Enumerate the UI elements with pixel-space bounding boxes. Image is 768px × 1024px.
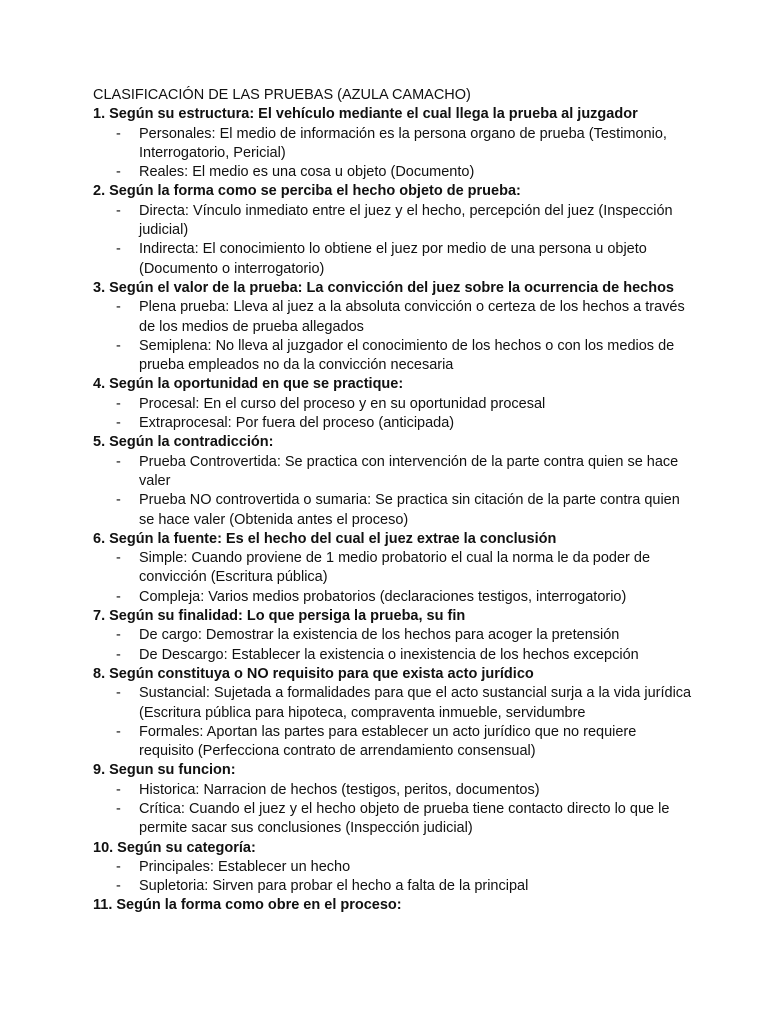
- dash-bullet: -: [116, 781, 121, 798]
- list-item: [93, 781, 693, 800]
- list-item-text: Semiplena: No lleva al juzgador el conocimiento de los hechos o con los medios de prueba empleados no da la convicción necesaria: [139, 337, 675, 374]
- list-item: [93, 337, 693, 376]
- list-item: [93, 414, 693, 433]
- list-item-text: Prueba NO controvertida o sumaria: Se practica sin citación de la parte contra quien se hace valer (Obtenida antes el proceso): [139, 492, 680, 528]
- list-item-text: Plena prueba: Lleva al juez a la absoluta convicción o certeza de los hechos a través de los medios de prueba allegados: [139, 299, 685, 335]
- section-heading: 6. Según la fuente: Es el hecho del cual el juez extrae la conclusión: [93, 530, 557, 547]
- dash-bullet: -: [116, 646, 121, 663]
- list-item-text: Indirecta: El conocimiento lo obtiene el juez por medio de una persona u objeto (Documento o interrogatorio): [139, 241, 647, 277]
- list-item-text: Reales: El medio es una cosa u objeto (Documento): [139, 164, 475, 181]
- section-heading: 9. Segun su funcion:: [93, 762, 236, 779]
- dash-bullet: -: [116, 723, 121, 740]
- list-item-text: Historica: Narracion de hechos (testigos, peritos, documentos): [139, 781, 540, 798]
- section-item-list: [93, 626, 693, 665]
- list-item-text: De cargo: Demostrar la existencia de los hechos para acoger la pretensión: [139, 627, 620, 644]
- dash-bullet: -: [116, 685, 121, 702]
- list-item-text: Directa: Vínculo inmediato entre el juez y el hecho, percepción del juez (Inspección judicial): [139, 202, 673, 239]
- dash-bullet: -: [116, 337, 121, 354]
- dash-bullet: -: [116, 202, 121, 219]
- section-heading: 7. Según su finalidad: Lo que persiga la prueba, su fin: [93, 608, 466, 625]
- list-item-text: Simple: Cuando proviene de 1 medio probatorio el cual la norma le da poder de convicción (Escritura pública): [139, 550, 651, 586]
- list-item: [93, 723, 693, 762]
- section-item-list: [93, 395, 693, 434]
- section-item-list: [93, 453, 693, 530]
- section-heading: 4. Según la oportunidad en que se practique:: [93, 376, 404, 393]
- section-item-list: [93, 125, 693, 183]
- list-item-text: Supletoria: Sirven para probar el hecho a falta de la principal: [139, 878, 529, 895]
- section-heading: 2. Según la forma como se perciba el hecho objeto de prueba:: [93, 183, 521, 200]
- list-item: [93, 646, 693, 665]
- list-item: [93, 684, 693, 723]
- list-item: [93, 800, 693, 839]
- dash-bullet: -: [116, 800, 121, 817]
- list-item: [93, 453, 693, 492]
- list-item: [93, 858, 693, 877]
- list-item-text: Personales: El medio de información es la persona organo de prueba (Testimonio, Interrogatorio, Pericial): [139, 125, 667, 161]
- list-item: [93, 163, 693, 182]
- dash-bullet: -: [116, 395, 121, 412]
- list-item: [93, 395, 693, 414]
- dash-bullet: -: [116, 453, 121, 470]
- list-item-text: Procesal: En el curso del proceso y en su oportunidad procesal: [139, 395, 546, 412]
- list-item-text: Principales: Establecer un hecho: [139, 858, 351, 875]
- list-item-text: Compleja: Varios medios probatorios (declaraciones testigos, interrogatorio): [139, 588, 627, 605]
- section-item-list: [93, 781, 693, 839]
- dash-bullet: -: [116, 878, 121, 895]
- dash-bullet: -: [116, 241, 121, 258]
- section-heading: 8. Según constituya o NO requisito para que exista acto jurídico: [93, 665, 534, 682]
- dash-bullet: -: [116, 550, 121, 567]
- list-item-text: Extraprocesal: Por fuera del proceso (anticipada): [139, 415, 455, 432]
- list-item: [93, 877, 693, 896]
- section-item-list: [93, 549, 693, 607]
- section-heading: 11. Según la forma como obre en el proceso:: [93, 897, 402, 914]
- sections-container: [93, 105, 693, 915]
- list-item-text: Formales: Aportan las partes para establecer un acto jurídico que no requiere requisito (Perfecciona contrato de arrendamiento consensual): [139, 723, 637, 760]
- section-item-list: [93, 202, 693, 279]
- section-heading: 1. Según su estructura: El vehículo mediante el cual llega la prueba al juzgador: [93, 106, 638, 123]
- section-heading: 5. Según la contradicción:: [93, 434, 274, 451]
- list-item-text: Sustancial: Sujetada a formalidades para que el acto sustancial surja a la vida jurídica (Escritura pública para hipoteca, compraventa inmueble, servidumbre: [139, 685, 692, 721]
- list-item-text: De Descargo: Establecer la existencia o inexistencia de los hechos excepción: [139, 646, 639, 663]
- document-page: [93, 86, 693, 916]
- section-item-list: [93, 858, 693, 897]
- dash-bullet: -: [116, 299, 121, 316]
- section-heading: 3. Según el valor de la prueba: La convicción del juez sobre la ocurrencia de hechos: [93, 279, 674, 296]
- dash-bullet: -: [116, 627, 121, 644]
- dash-bullet: -: [116, 164, 121, 181]
- dash-bullet: -: [116, 492, 121, 509]
- list-item-text: Prueba Controvertida: Se practica con intervención de la parte contra quien se hace valer: [139, 453, 679, 489]
- list-item: [93, 588, 693, 607]
- list-item: [93, 491, 693, 530]
- list-item: [93, 298, 693, 337]
- list-item: [93, 240, 693, 279]
- section-heading: 10. Según su categoría:: [93, 839, 256, 856]
- list-item: [93, 202, 693, 241]
- document-title: CLASIFICACIÓN DE LAS PRUEBAS (AZULA CAMACHO): [93, 87, 471, 103]
- list-item: [93, 549, 693, 588]
- section-item-list: [93, 298, 693, 375]
- list-item-text: Crítica: Cuando el juez y el hecho objeto de prueba tiene contacto directo lo que le permite sacar sus conclusiones (Inspección judicial): [139, 800, 670, 837]
- list-item: [93, 125, 693, 164]
- section-item-list: [93, 684, 693, 761]
- dash-bullet: -: [116, 858, 121, 875]
- dash-bullet: -: [116, 588, 121, 605]
- dash-bullet: -: [116, 125, 121, 142]
- dash-bullet: -: [116, 415, 121, 432]
- list-item: [93, 626, 693, 645]
